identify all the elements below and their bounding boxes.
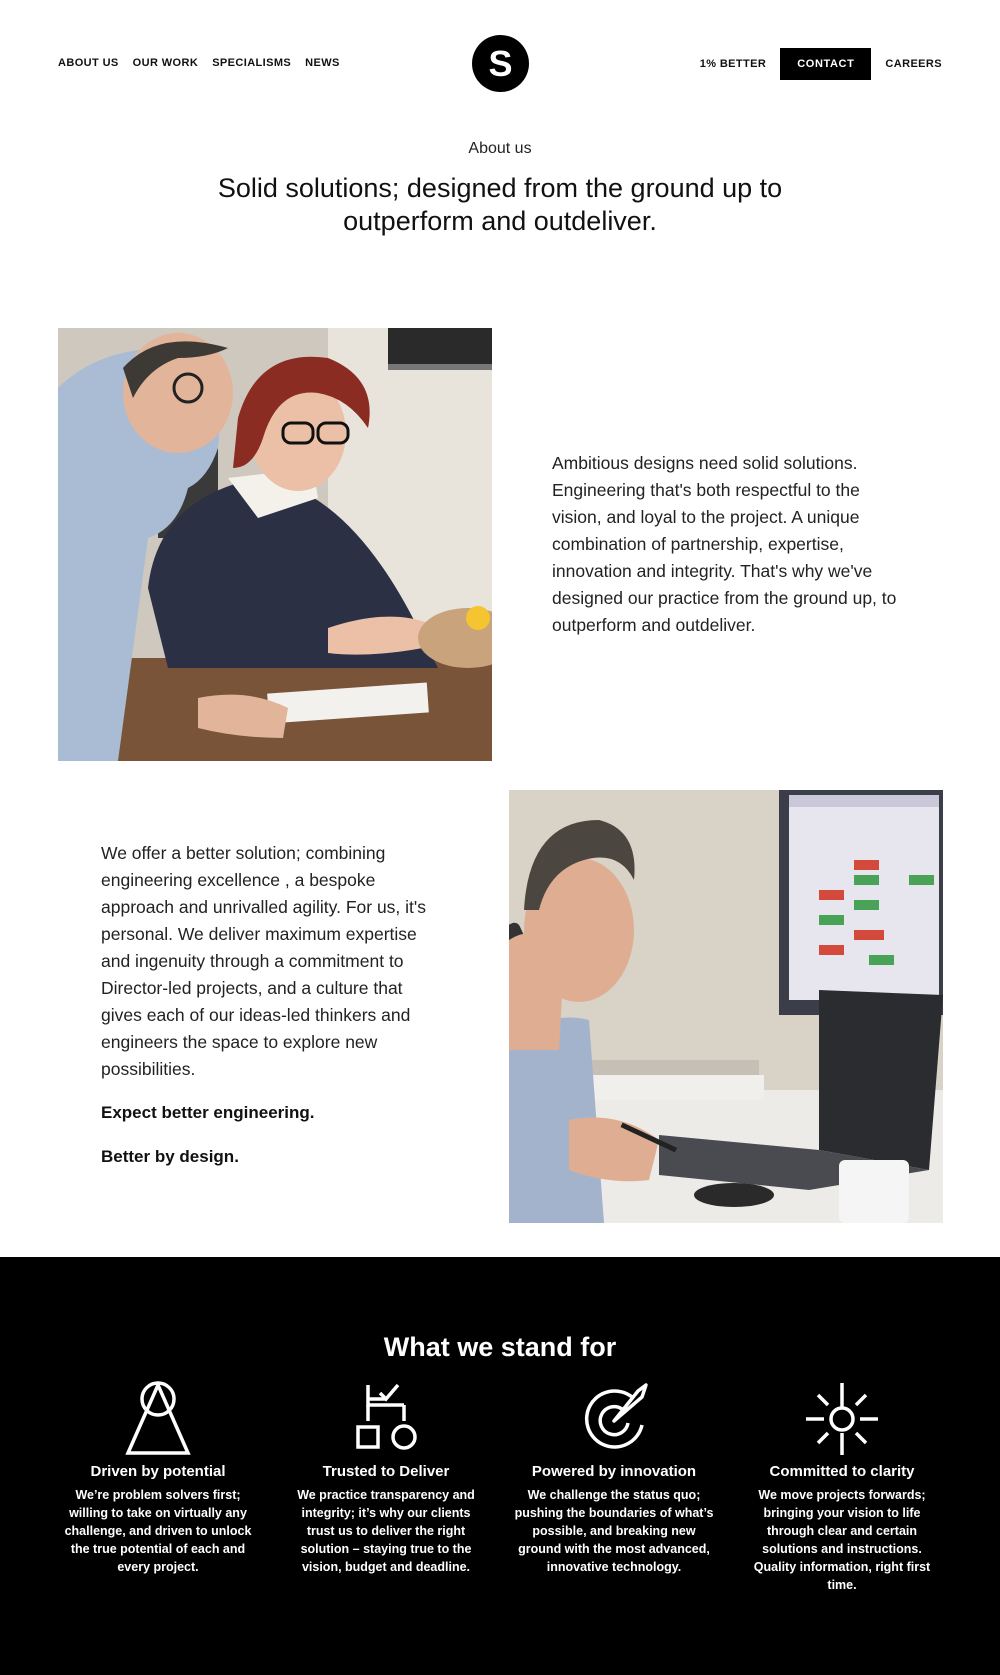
deliver-icon [348, 1381, 424, 1457]
value-text: We move projects forwards; bringing your vision to life through clear and certain solutions and instructions. Quality information, right first time. [753, 1488, 931, 1592]
nav-careers[interactable]: CAREERS [885, 58, 942, 70]
values-title: What we stand for [383, 1332, 617, 1362]
engineers-photo-illustration [58, 328, 492, 761]
engineer-on-phone-photo [509, 790, 943, 1223]
tagline-better-by-design: Better by design. [101, 1147, 239, 1166]
nav-our-work[interactable]: OUR WORK [132, 57, 199, 69]
potential-icon [120, 1381, 196, 1457]
site-header [0, 0, 1000, 130]
value-trusted-to-deliver [286, 1381, 486, 1576]
intro-paragraph: Ambitious designs need solid solutions. Engineering that's both respectful to the vision, and loyal to the project. A unique combination of partnership, expertise, innovation and integrity. That's why we've designed our practice from the ground up, to outperform and outdeliver. [552, 453, 897, 635]
nav-about-us[interactable]: ABOUT US [58, 57, 119, 69]
value-text: We’re problem solvers first; willing to take on virtually any challenge, and driven to unlock the true potential of each and every project. [64, 1488, 252, 1574]
engineer-on-phone-illustration [509, 790, 943, 1223]
value-driven-by-potential [58, 1381, 258, 1576]
value-title: Trusted to Deliver [322, 1463, 450, 1480]
nav-specialisms[interactable]: SPECIALISMS [212, 57, 292, 69]
value-title: Powered by innovation [531, 1463, 697, 1480]
values-section [0, 1257, 1000, 1675]
tagline-expect-better: Expect better engineering. [101, 1103, 315, 1122]
page-headline: Solid solutions; designed from the ground up to outperform and outdeliver. [217, 173, 783, 236]
innovation-icon [576, 1381, 652, 1457]
clarity-icon [804, 1381, 880, 1457]
value-title: Driven by potential [90, 1463, 226, 1480]
nav-news[interactable]: NEWS [305, 57, 340, 69]
engineers-photo [58, 328, 492, 761]
page-eyebrow: About us [468, 140, 532, 157]
contact-button[interactable]: CONTACT [780, 48, 871, 80]
site-logo[interactable]: S [472, 35, 529, 92]
primary-nav [58, 57, 340, 69]
nav-one-percent-better[interactable]: 1% BETTER [699, 58, 767, 70]
value-text: We challenge the status quo; pushing the boundaries of what’s possible, and breaking new ground with the most advanced, innovative technology. [514, 1488, 714, 1574]
value-title: Committed to clarity [769, 1463, 915, 1480]
secondary-nav [700, 48, 942, 80]
value-powered-by-innovation [514, 1381, 714, 1576]
solution-paragraph: We offer a better solution; combining engineering excellence , a bespoke approach and unrivalled agility. For us, it's personal. We deliver maximum expertise and ingenuity through a commitment to Director-led projects, and a culture that gives each of our ideas-led thinkers and engineers the space to explore new possibilities. [101, 843, 426, 1079]
value-text: We practice transparency and integrity; it’s why our clients trust us to deliver the right solution – staying true to the vision, budget and deadline. [297, 1488, 475, 1574]
value-committed-to-clarity [742, 1381, 942, 1594]
